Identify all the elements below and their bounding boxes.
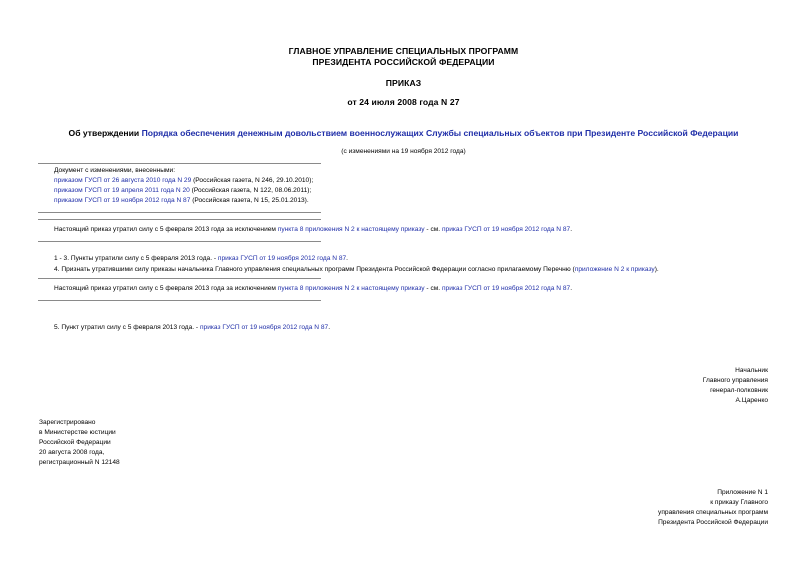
registration-line: Зарегистрировано [39, 419, 96, 426]
divider [38, 212, 321, 213]
doc-type: ПРИКАЗ [385, 78, 422, 88]
title-link[interactable]: Порядка обеспечения денежным довольствием военнослужащих Службы специальных объектов при Президенте Российской Федерации [141, 128, 739, 138]
change-link[interactable]: приказом ГУСП от 19 ноября 2012 года N 87 [54, 197, 191, 204]
agency-line-2: ПРЕЗИДЕНТА РОССИЙСКОЙ ФЕДЕРАЦИИ [312, 57, 495, 67]
note-text: - см. [424, 226, 442, 233]
para-link[interactable]: приказ ГУСП от 19 ноября 2012 года N 87 [217, 255, 347, 262]
agency-line-1: ГЛАВНОЕ УПРАВЛЕНИЕ СПЕЦИАЛЬНЫХ ПРОГРАММ [288, 46, 519, 56]
divider [38, 163, 321, 164]
appendix-line: Приложение N 1 [717, 489, 768, 496]
change-link[interactable]: приказом ГУСП от 19 апреля 2011 года N 20 [54, 187, 190, 194]
note-link-appendix[interactable]: пункта 8 приложения N 2 к настоящему приказу [277, 285, 425, 292]
change-link[interactable]: приказом ГУСП от 26 августа 2010 года N 29 [54, 177, 192, 184]
note-text: . [570, 226, 573, 233]
change-tail: (Российская газета, N 15, 25.01.2013). [190, 197, 309, 204]
registration-line: Российской Федерации [39, 439, 111, 446]
change-item [54, 196, 309, 206]
registration-line: регистрационный N 12148 [39, 459, 120, 466]
paragraph-1-3 [54, 254, 348, 264]
signature-line: А.Царенко [735, 397, 768, 404]
note-text: Настоящий приказ утратил силу с 5 февраля 2013 года за исключением [54, 226, 278, 233]
registration-line: 20 августа 2008 года, [39, 449, 105, 456]
divider [38, 278, 321, 279]
para-text: 1 - 3. Пункты утратили силу с 5 февраля 2013 года. - [54, 255, 218, 262]
signature-line: Начальник [735, 367, 768, 374]
para-text: 4. Признать утратившими силу приказы начальника Главного управления специальных программ Президента Российской Федерации согласно прилагаемому Перечню ( [54, 266, 575, 273]
divider [38, 300, 321, 301]
amend-note: (с изменениями на 19 ноября 2012 года) [341, 148, 466, 155]
para-text: . [328, 324, 331, 331]
signature-line: генерал-полковник [710, 387, 768, 394]
note-link-order[interactable]: приказ ГУСП от 19 ноября 2012 года N 87 [441, 285, 571, 292]
registration-line: в Министерстве юстиции [39, 429, 116, 436]
para-text: ). [654, 266, 659, 273]
note-link-order[interactable]: приказ ГУСП от 19 ноября 2012 года N 87 [441, 226, 571, 233]
para-text: 5. Пункт утратил силу с 5 февраля 2013 года. - [54, 324, 200, 331]
note-text: - см. [424, 285, 442, 292]
appendix-line: управления специальных программ [658, 509, 768, 516]
paragraph-5 [54, 323, 330, 333]
changes-intro: Документ с изменениями, внесенными: [54, 167, 176, 174]
divider [38, 219, 321, 220]
change-tail: (Российская газета, N 246, 29.10.2010); [191, 177, 314, 184]
paragraph-4 [54, 265, 659, 275]
signature-line: Главного управления [702, 377, 768, 384]
doc-date: от 24 июля 2008 года N 27 [347, 97, 460, 107]
repeal-note [54, 284, 572, 294]
change-item [54, 186, 311, 196]
repeal-note [54, 225, 572, 235]
doc-title [0, 128, 807, 138]
change-tail: (Российская газета, N 122, 08.06.2011); [189, 187, 312, 194]
note-text: Настоящий приказ утратил силу с 5 февраля 2013 года за исключением [54, 285, 278, 292]
divider [38, 241, 321, 242]
para-text: . [346, 255, 349, 262]
title-prefix: Об утверждении [68, 128, 142, 138]
para-link[interactable]: приказ ГУСП от 19 ноября 2012 года N 87 [199, 324, 329, 331]
change-item [54, 176, 313, 186]
note-link-appendix[interactable]: пункта 8 приложения N 2 к настоящему приказу [277, 226, 425, 233]
appendix-line: Президента Российской Федерации [658, 519, 768, 526]
para-link[interactable]: приложение N 2 к приказу [574, 266, 655, 273]
note-text: . [570, 285, 573, 292]
appendix-line: к приказу Главного [710, 499, 768, 506]
